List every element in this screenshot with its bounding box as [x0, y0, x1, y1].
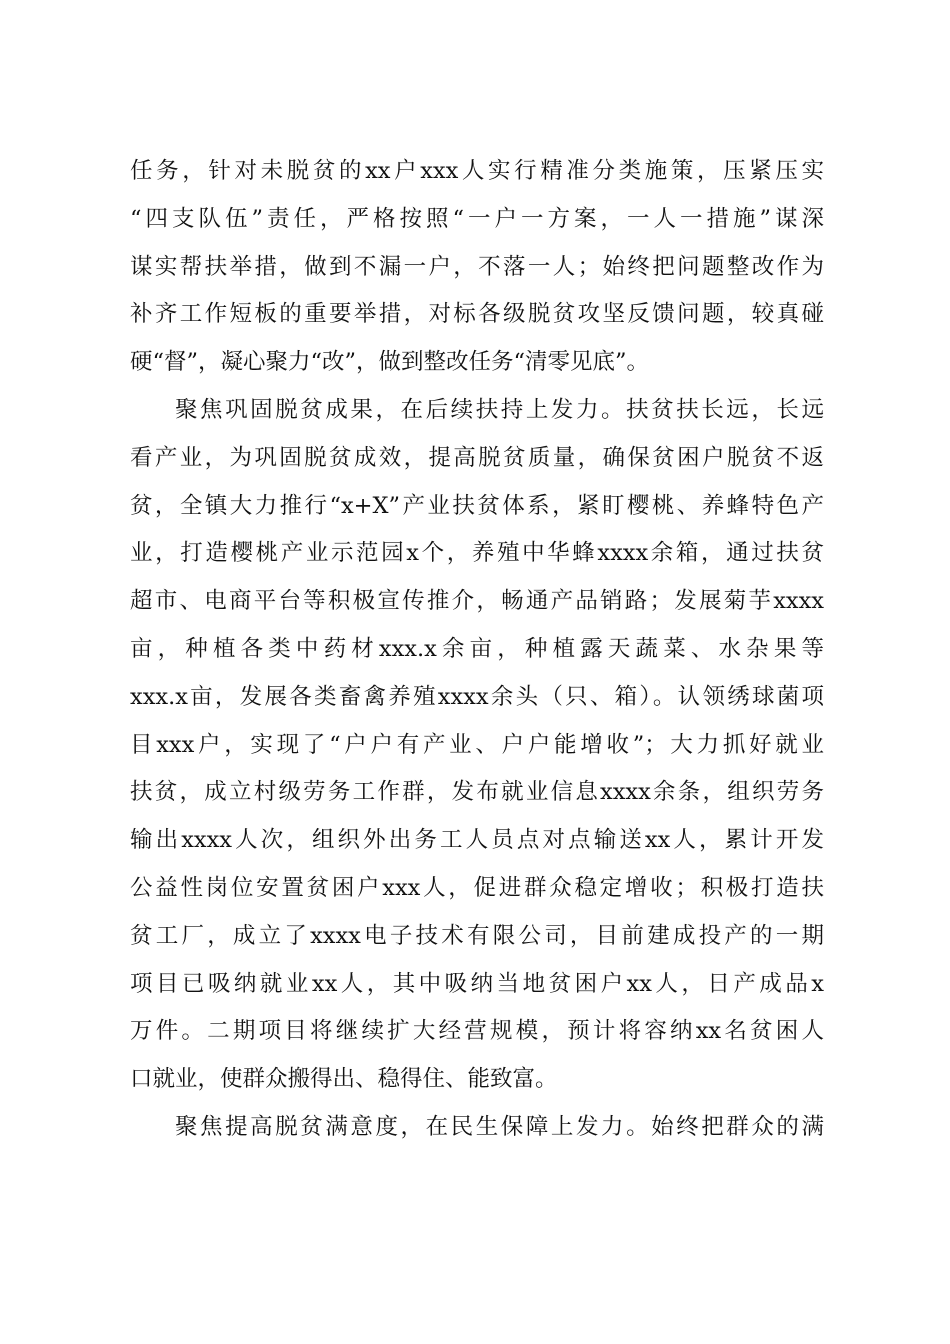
- paragraph-line: 看产业，为巩固脱贫成效，提高脱贫质量，确保贫困户脱贫不返: [130, 444, 824, 471]
- paragraph-line: 万件。二期项目将继续扩大经营规模，预计将容纳xx名贫困人: [130, 1018, 824, 1045]
- paragraph-line: 贫工厂，成立了xxxx电子技术有限公司，目前建成投产的一期: [130, 922, 824, 949]
- paragraph-first-line: 聚焦提高脱贫满意度，在民生保障上发力。始终把群众的满: [175, 1113, 824, 1140]
- paragraph-line: 输出xxxx人次，组织外出务工人员点对点输送xx人，累计开发: [130, 827, 824, 854]
- paragraph-line: 亩，种植各类中药材xxx.x余亩，种植露天蔬菜、水杂果等: [130, 635, 824, 662]
- paragraph-line: “四支队伍”责任，严格按照“一户一方案，一人一措施”谋深: [130, 205, 824, 232]
- paragraph-line: 公益性岗位安置贫困户xxx人，促进群众稳定增收；积极打造扶: [130, 874, 824, 901]
- paragraph-line: 目xxx户，实现了“户户有产业、户户能增收”；大力抓好就业: [130, 731, 824, 758]
- paragraph-line: 贫，全镇大力推行“x+X”产业扶贫体系，紧盯樱桃、养蜂特色产: [130, 492, 824, 519]
- paragraph-line: 谋实帮扶举措，做到不漏一户，不落一人；始终把问题整改作为: [130, 253, 824, 280]
- paragraph-line: 项目已吸纳就业xx人，其中吸纳当地贫困户xx人，日产成品x: [130, 970, 824, 997]
- paragraph-line: 业，打造樱桃产业示范园x个，养殖中华蜂xxxx余箱，通过扶贫: [130, 540, 824, 567]
- paragraph-line: 补齐工作短板的重要举措，对标各级脱贫攻坚反馈问题，较真碰: [130, 301, 824, 328]
- document-page: [130, 148, 824, 1152]
- paragraph-line: 任务，针对未脱贫的xx户xxx人实行精准分类施策，压紧压实: [130, 158, 824, 184]
- paragraph-line: 硬“督”，凝心聚力“改”，做到整改任务“清零见底”。: [130, 349, 650, 376]
- paragraph-line: 口就业，使群众搬得出、稳得住、能致富。: [130, 1066, 558, 1093]
- paragraph-line: 超市、电商平台等积极宣传推介，畅通产品销路；发展菊芋xxxx: [130, 588, 824, 615]
- paragraph-first-line: 聚焦巩固脱贫成果，在后续扶持上发力。扶贫扶长远，长远: [175, 396, 824, 423]
- paragraph-line: 扶贫，成立村级劳务工作群，发布就业信息xxxx余条，组织劳务: [130, 779, 824, 806]
- paragraph-line: xxx.x亩，发展各类畜禽养殖xxxx余头（只、箱）。认领绣球菌项: [130, 683, 824, 710]
